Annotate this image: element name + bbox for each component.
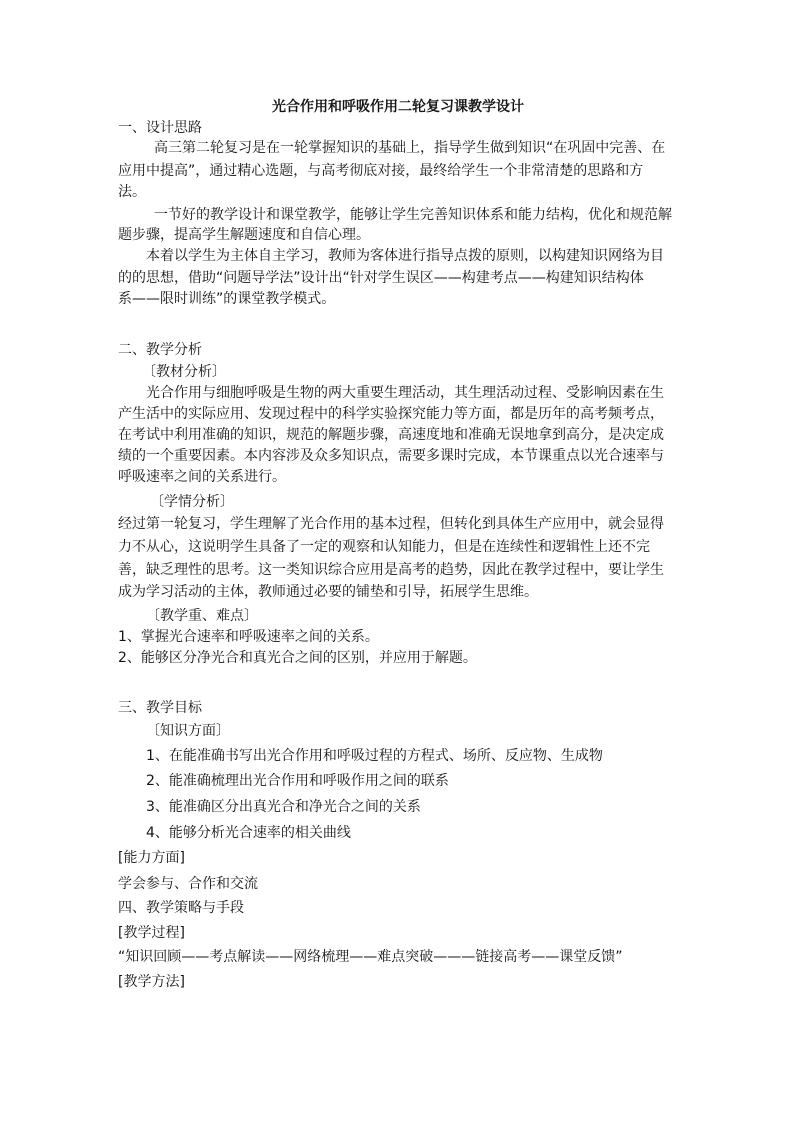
list-item: 3、能准确区分出真光合和净光合之间的关系 [146,799,421,815]
paragraph-line: 题步骤，提高学生解题速度和自信心理。 [118,227,370,243]
ability-text: 学会参与、合作和交流 [118,876,258,892]
section-4-heading: 四、教学策略与手段 [118,900,244,916]
section-3-heading: 三、教学目标 [118,700,202,716]
list-item: 4、能够分析光合速率的相关曲线 [146,825,351,841]
paragraph-line: 善，缺乏理性的思考。这一类知识综合应用是高考的趋势，因此在教学过程中，要让学生 [118,562,664,578]
student-analysis-label: 〔学情分析〕 [150,494,234,510]
paragraph-line: 呼吸速率之间的关系进行。 [118,469,286,485]
knowledge-label: 〔知识方面〕 [146,723,230,739]
textbook-analysis-label: 〔教材分析〕 [142,364,226,380]
paragraph-line: 绩的一个重要因素。本内容涉及众多知识点，需要多课时完成，本节课重点以光合速率与 [118,448,664,464]
list-item: 2、能准确梳理出光合作用和呼吸作用之间的联系 [146,773,449,789]
paragraph-line: 成为学习活动的主体，教师通过必要的铺垫和引导，拓展学生思维。 [118,584,538,600]
process-label: [教学过程] [118,925,185,941]
paragraph-line: 法。 [118,184,146,200]
process-text: “知识回顾——考点解读——网络梳理——难点突破———链接高考——课堂反馈” [118,949,623,965]
list-item: 1、在能准确书写出光合作用和呼吸过程的方程式、场所、反应物、生成物 [146,748,603,764]
paragraph-line: 光合作用与细胞呼吸是生物的两大重要生理活动，其生理活动过程、受影响因素在生 [146,385,664,401]
paragraph-line: 高三第二轮复习是在一轮掌握知识的基础上，指导学生做到知识“在巩固中完善、在 [154,140,666,156]
paragraph-line: 在考试中利用准确的知识，规范的解题步骤，高速度地和准确无误地拿到高分，是决定成 [118,427,664,443]
method-label: [教学方法] [118,974,185,990]
paragraph-line: 经过第一轮复习，学生理解了光合作用的基本过程，但转化到具体生产应用中，就会显得 [118,516,664,532]
list-item: 1、掌握光合速率和呼吸速率之间的关系。 [118,629,379,645]
key-points-label: 〔教学重、难点〕 [146,608,258,624]
section-2-heading: 二、教学分析 [118,342,202,358]
document-title: 光合作用和呼吸作用二轮复习课教学设计 [272,99,524,115]
ability-label: [能力方面] [118,850,185,866]
paragraph-line: 的的思想，借助“问题导学法”设计出“针对学生误区——构建考点——构建知识结构体 [118,270,644,286]
paragraph-line: 一节好的教学设计和课堂教学，能够让学生完善知识体系和能力结构，优化和规范解 [154,207,672,223]
paragraph-line: 产生活中的实际应用、发现过程中的科学实验探究能力等方面，都是历年的高考频考点， [118,406,664,422]
paragraph-line: 应用中提高”，通过精心选题，与高考彻底对接，最终给学生一个非常清楚的思路和方 [118,163,644,179]
paragraph-line: 力不从心，这说明学生具备了一定的观察和认知能力，但是在连续性和逻辑性上还不完 [118,539,650,555]
section-1-heading: 一、设计思路 [118,120,202,136]
paragraph-line: 本着以学生为主体自主学习，教师为客体进行指导点拨的原则，以构建知识网络为目 [146,248,664,264]
list-item: 2、能够区分净光合和真光合之间的区别，并应用于解题。 [118,650,477,666]
paragraph-line: 系——限时训练”的课堂教学模式。 [118,291,336,307]
